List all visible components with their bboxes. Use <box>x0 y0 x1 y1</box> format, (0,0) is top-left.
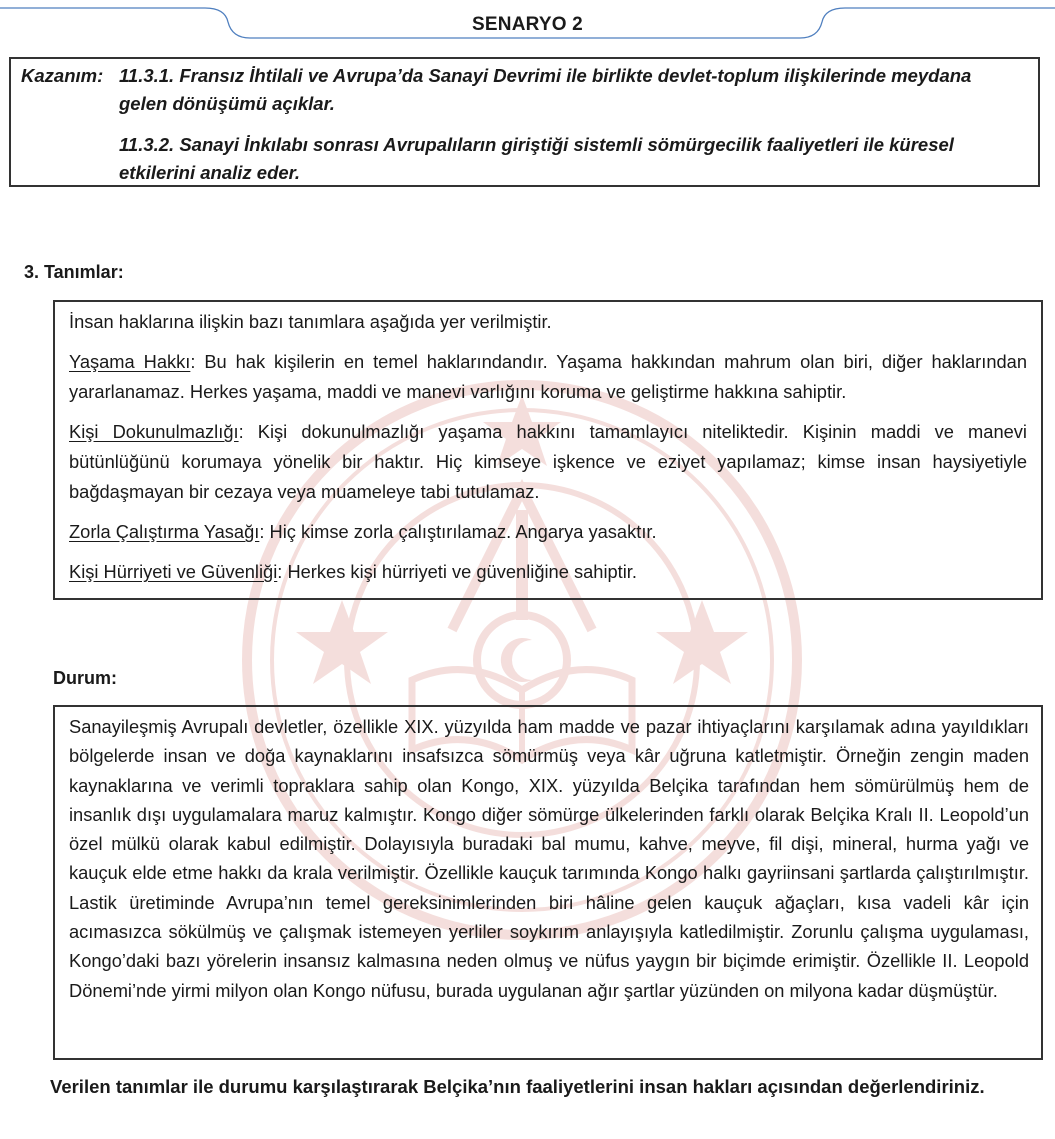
situation-box <box>53 705 1043 1060</box>
kazanim-item: 11.3.2. Sanayi İnkılabı sonrası Avrupalıların giriştiği sistemli sömürgecilik faaliyetleri ile küresel etkilerini analiz eder. <box>119 134 954 183</box>
scenario-title: SENARYO 2 <box>472 14 583 35</box>
question-prompt: Verilen tanımlar ile durumu karşılaştırarak Belçika’nın faaliyetlerini insan hakları açısından değerlendiriniz. <box>50 1076 985 1097</box>
definition-term: Kişi Dokunulmazlığı <box>69 421 239 442</box>
definition-text: : Kişi dokunulmazlığı yaşama hakkını tamamlayıcı niteliktedir. Kişinin maddi ve manevi bütünlüğünü korumaya yönelik bir haktır. Hiç kimseye işkence ve eziyet yapılamaz; kimse insan haysiyetiyle bağdaşmayan bir cezaya veya muameleye tabi tutulamaz. <box>69 421 1027 502</box>
definition-text: : Bu hak kişilerin en temel haklarındandır. Yaşama hakkından mahrum olan biri, diğer haklarından yararlanamaz. Herkes yaşama, maddi ve manevi varlığını koruma ve geliştirme hakkına sahiptir. <box>69 351 1028 402</box>
kazanim-box <box>9 57 1040 187</box>
definition-text: : Hiç kimse zorla çalıştırılamaz. Angarya yasaktır. <box>259 521 657 542</box>
definition-paragraph <box>69 417 1027 507</box>
definition-term: Zorla Çalıştırma Yasağı <box>69 521 260 542</box>
definition-term: Kişi Hürriyeti ve Güvenliği <box>69 561 278 582</box>
definition-text: : Herkes kişi hürriyeti ve güvenliğine sahiptir. <box>277 561 637 582</box>
definition-paragraph <box>69 347 1027 407</box>
kazanim-label: Kazanım: <box>21 65 104 86</box>
definition-term: Yaşama Hakkı <box>69 351 191 372</box>
definition-paragraph <box>69 517 1027 547</box>
definitions-intro: İnsan haklarına ilişkin bazı tanımlara aşağıda yer verilmiştir. <box>69 311 552 332</box>
definition-paragraph <box>69 557 1027 587</box>
section-title-durum: Durum: <box>53 668 117 688</box>
kazanim-item: 11.3.1. Fransız İhtilali ve Avrupa’da Sanayi Devrimi ile birlikte devlet-toplum ilişkilerinde meydana gelen dönüşümü açıklar. <box>119 65 972 114</box>
situation-text: Sanayileşmiş Avrupalı devletler, özellikle XIX. yüzyılda ham madde ve pazar ihtiyaçlarını karşılamak adına yayıldıkları bölgelerde insan ve doğa kaynaklarını insafsızca sömürmüş veya kâr uğruna katletmiştir. Örneğin zengin maden kaynaklarına ve verimli topraklara sahip olan Kongo, XIX. yüzyılda Belçika tarafından hem sömürülmüş hem de insanlık dışı uygulamalara maruz kalmıştır. Kongo diğer sömürge ülkelerinden farklı olarak Belçika Kralı II. Leopold’un özel mülkü olarak kabul edilmiştir. Dolayısıyla buradaki bal mumu, kahve, meyve, fil dişi, mineral, hurma yağı ve kauçuk elde etme hakkı da krala verilmiştir. Özellikle kauçuk tarımında Kongo halkı gayriinsani şartlarda çalıştırılmıştır. Lastik üretiminde Avrupa’nın temel gereksinimlerinden biri hâline gelen kauçuk ağaçları, kısa vadeli kâr için acımasızca sökülmüş ve çalışmak istemeyen yerliler soykırım anlayışıyla katledilmiştir. Zorunlu çalışma uygulaması, Kongo’daki bazı yörelerin insansız kalmasına neden olmuş ve nüfus yaygın bir biçimde erimiştir. Özellikle II. Leopold Dönemi’nde yirmi milyon olan Kongo nüfusu, burada uygulanan ağır şartlar yüzünden on milyona kadar düşmüştür. <box>69 716 1029 1001</box>
section-title-tanimlar: 3. Tanımlar: <box>24 262 124 282</box>
definitions-box <box>53 300 1043 600</box>
